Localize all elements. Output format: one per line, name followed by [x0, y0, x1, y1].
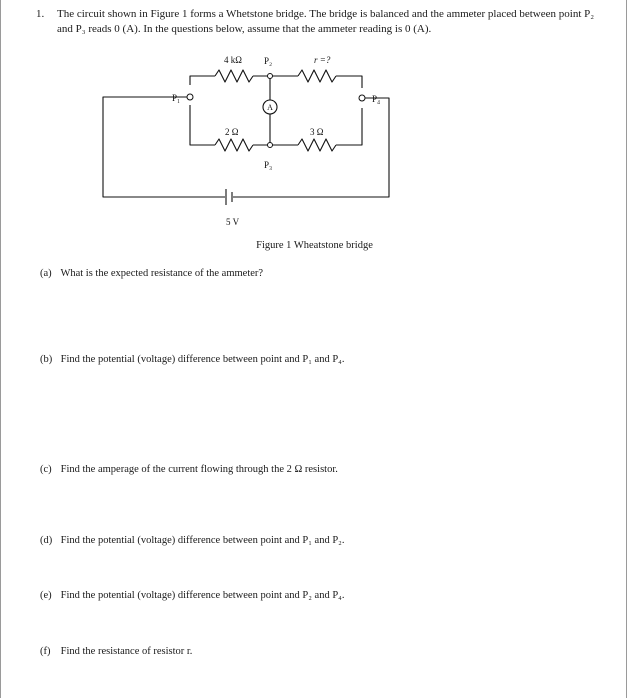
- subquestion-d: [40, 535, 344, 546]
- subquestion-c: [40, 464, 338, 475]
- label-resistor-3ohm: 3 Ω: [310, 127, 324, 137]
- label-p1: P₁: [172, 93, 181, 103]
- label-ammeter: A: [267, 103, 273, 112]
- subquestion-b: [40, 354, 344, 365]
- subquestion-text: What is the expected resistance of the ammeter?: [60, 268, 264, 279]
- label-p3: P₃: [264, 160, 273, 170]
- subquestion-text: Find the potential (voltage) difference between point and P₁ and P₄.: [60, 354, 345, 365]
- subquestion-label: (b): [40, 354, 53, 365]
- node-p3: [268, 143, 273, 148]
- resistor-4k-zigzag: [215, 70, 253, 82]
- wire-top-left: [190, 76, 215, 85]
- node-p2: [268, 74, 273, 79]
- label-p2: P₂: [264, 56, 273, 66]
- subquestion-text: Find the amperage of the current flowing through the 2 Ω resistor.: [60, 464, 338, 475]
- subquestion-text: Find the potential (voltage) difference between point and P₂ and P₄.: [60, 590, 345, 601]
- figure-caption: Figure 1 Wheatstone bridge: [256, 240, 373, 251]
- label-resistor-r: r =?: [314, 55, 331, 65]
- question-number: 1.: [36, 8, 45, 20]
- subquestion-label: (f): [40, 646, 51, 657]
- subquestion-a: [40, 268, 263, 279]
- resistor-3ohm-zigzag: [298, 139, 336, 151]
- subquestion-label: (e): [40, 590, 52, 601]
- subquestion-f: [40, 646, 192, 657]
- subquestion-text: Find the potential (voltage) difference between point and P₁ and P₂.: [60, 535, 345, 546]
- label-resistor-2ohm: 2 Ω: [225, 127, 239, 137]
- wire-top-right: [336, 76, 362, 88]
- subquestion-text: Find the resistance of resistor r.: [60, 646, 193, 657]
- subquestion-label: (a): [40, 268, 52, 279]
- subquestion-e: [40, 590, 344, 601]
- resistor-2ohm-zigzag: [215, 139, 253, 151]
- node-p4: [359, 95, 365, 101]
- subquestion-label: (d): [40, 535, 53, 546]
- resistor-r-zigzag: [298, 70, 336, 82]
- wheatstone-bridge-figure: [0, 0, 629, 240]
- wire-bottom-right: [336, 108, 362, 145]
- subquestion-label: (c): [40, 464, 52, 475]
- wire-bottom-left: [190, 105, 215, 145]
- label-p4: P₄: [372, 94, 381, 104]
- label-resistor-4k: 4 kΩ: [224, 55, 242, 65]
- label-battery: 5 V: [226, 217, 240, 227]
- wire-outer-left: [103, 97, 225, 197]
- node-p1: [187, 94, 193, 100]
- wire-outer-right: [233, 98, 389, 197]
- question-text: The circuit shown in Figure 1 forms a Whetstone bridge. The bridge is balanced and the ammeter placed between point P₂ and P₃ reads 0 (A). In the questions below, assume that the ammeter reading is 0 (A).: [57, 8, 595, 35]
